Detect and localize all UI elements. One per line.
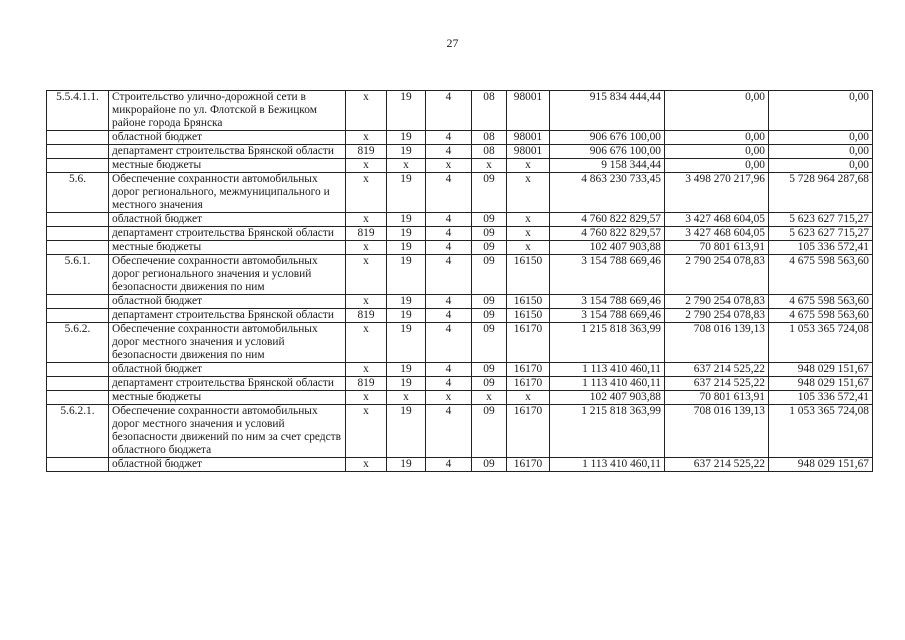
amount-year-3: 4 675 598 563,60 bbox=[769, 309, 873, 323]
table-row bbox=[47, 323, 873, 363]
item-name: департамент строительства Брянской области bbox=[109, 145, 346, 159]
amount-year-2: 70 801 613,91 bbox=[665, 241, 769, 255]
code-activity: 09 bbox=[472, 227, 507, 241]
table-row bbox=[47, 241, 873, 255]
item-name: Строительство улично-дорожной сети в микрорайоне по ул. Флотской в Бежицком районе города Брянска bbox=[109, 91, 346, 131]
amount-year-2: 0,00 bbox=[665, 131, 769, 145]
code-subprogram: 4 bbox=[426, 363, 472, 377]
code-subprogram: 4 bbox=[426, 173, 472, 213]
code-grbs: 819 bbox=[346, 227, 387, 241]
amount-year-2: 2 790 254 078,83 bbox=[665, 255, 769, 295]
item-number bbox=[47, 227, 109, 241]
code-direction: 16150 bbox=[507, 295, 550, 309]
table-row bbox=[47, 295, 873, 309]
item-number bbox=[47, 377, 109, 391]
code-subprogram: 4 bbox=[426, 131, 472, 145]
code-subprogram: 4 bbox=[426, 145, 472, 159]
table-row bbox=[47, 227, 873, 241]
code-program: 19 bbox=[387, 91, 426, 131]
amount-year-1: 3 154 788 669,46 bbox=[550, 309, 665, 323]
code-direction: 98001 bbox=[507, 91, 550, 131]
code-activity: 09 bbox=[472, 241, 507, 255]
amount-year-2: 3 427 468 604,05 bbox=[665, 213, 769, 227]
table-row bbox=[47, 458, 873, 472]
code-subprogram: 4 bbox=[426, 323, 472, 363]
table-row bbox=[47, 377, 873, 391]
code-grbs: 819 bbox=[346, 309, 387, 323]
code-activity: 08 bbox=[472, 91, 507, 131]
amount-year-1: 4 760 822 829,57 bbox=[550, 227, 665, 241]
code-activity: 09 bbox=[472, 295, 507, 309]
amount-year-2: 0,00 bbox=[665, 145, 769, 159]
amount-year-1: 915 834 444,44 bbox=[550, 91, 665, 131]
code-program: 19 bbox=[387, 131, 426, 145]
code-program: 19 bbox=[387, 458, 426, 472]
amount-year-2: 637 214 525,22 bbox=[665, 363, 769, 377]
code-program: 19 bbox=[387, 227, 426, 241]
code-activity: 09 bbox=[472, 405, 507, 458]
code-program: х bbox=[387, 159, 426, 173]
code-direction: 16170 bbox=[507, 405, 550, 458]
code-subprogram: х bbox=[426, 159, 472, 173]
item-number bbox=[47, 309, 109, 323]
budget-table bbox=[46, 90, 873, 472]
code-direction: 16150 bbox=[507, 309, 550, 323]
item-name: департамент строительства Брянской области bbox=[109, 377, 346, 391]
code-activity: 09 bbox=[472, 255, 507, 295]
code-subprogram: 4 bbox=[426, 227, 472, 241]
amount-year-3: 0,00 bbox=[769, 159, 873, 173]
code-activity: 08 bbox=[472, 131, 507, 145]
amount-year-1: 4 863 230 733,45 bbox=[550, 173, 665, 213]
amount-year-2: 708 016 139,13 bbox=[665, 405, 769, 458]
amount-year-2: 2 790 254 078,83 bbox=[665, 309, 769, 323]
amount-year-3: 5 728 964 287,68 bbox=[769, 173, 873, 213]
code-program: 19 bbox=[387, 309, 426, 323]
item-name: Обеспечение сохранности автомобильных дорог регионального значения и условий безопасности движения по ним bbox=[109, 255, 346, 295]
code-direction: 16170 bbox=[507, 323, 550, 363]
amount-year-3: 1 053 365 724,08 bbox=[769, 323, 873, 363]
code-direction: х bbox=[507, 173, 550, 213]
table-row bbox=[47, 159, 873, 173]
item-number bbox=[47, 295, 109, 309]
item-number bbox=[47, 363, 109, 377]
table-row bbox=[47, 91, 873, 131]
item-number bbox=[47, 145, 109, 159]
item-name: областной бюджет bbox=[109, 131, 346, 145]
item-name: областной бюджет bbox=[109, 458, 346, 472]
code-subprogram: 4 bbox=[426, 295, 472, 309]
amount-year-3: 0,00 bbox=[769, 131, 873, 145]
code-direction: х bbox=[507, 227, 550, 241]
item-name: Обеспечение сохранности автомобильных дорог местного значения и условий безопасности движений по ним за счет средств областного бюджета bbox=[109, 405, 346, 458]
table-row bbox=[47, 363, 873, 377]
code-direction: 98001 bbox=[507, 131, 550, 145]
code-grbs: х bbox=[346, 405, 387, 458]
item-number: 5.6. bbox=[47, 173, 109, 213]
table-row bbox=[47, 131, 873, 145]
code-program: 19 bbox=[387, 241, 426, 255]
code-program: 19 bbox=[387, 363, 426, 377]
amount-year-2: 708 016 139,13 bbox=[665, 323, 769, 363]
amount-year-1: 102 407 903,88 bbox=[550, 391, 665, 405]
code-activity: 09 bbox=[472, 173, 507, 213]
amount-year-3: 105 336 572,41 bbox=[769, 391, 873, 405]
amount-year-2: 3 427 468 604,05 bbox=[665, 227, 769, 241]
code-subprogram: 4 bbox=[426, 405, 472, 458]
amount-year-2: 2 790 254 078,83 bbox=[665, 295, 769, 309]
amount-year-2: 0,00 bbox=[665, 91, 769, 131]
amount-year-3: 5 623 627 715,27 bbox=[769, 227, 873, 241]
table-row bbox=[47, 213, 873, 227]
code-activity: 09 bbox=[472, 363, 507, 377]
amount-year-1: 906 676 100,00 bbox=[550, 131, 665, 145]
amount-year-3: 948 029 151,67 bbox=[769, 363, 873, 377]
code-subprogram: 4 bbox=[426, 255, 472, 295]
item-name: местные бюджеты bbox=[109, 241, 346, 255]
amount-year-3: 4 675 598 563,60 bbox=[769, 295, 873, 309]
item-number bbox=[47, 458, 109, 472]
amount-year-3: 0,00 bbox=[769, 91, 873, 131]
code-activity: х bbox=[472, 391, 507, 405]
code-grbs: х bbox=[346, 295, 387, 309]
code-activity: 09 bbox=[472, 213, 507, 227]
code-program: 19 bbox=[387, 405, 426, 458]
amount-year-1: 1 215 818 363,99 bbox=[550, 323, 665, 363]
amount-year-2: 3 498 270 217,96 bbox=[665, 173, 769, 213]
code-program: 19 bbox=[387, 377, 426, 391]
code-grbs: х bbox=[346, 213, 387, 227]
code-program: 19 bbox=[387, 213, 426, 227]
code-program: 19 bbox=[387, 295, 426, 309]
amount-year-1: 1 113 410 460,11 bbox=[550, 458, 665, 472]
amount-year-3: 5 623 627 715,27 bbox=[769, 213, 873, 227]
code-direction: 16170 bbox=[507, 363, 550, 377]
code-direction: 16150 bbox=[507, 255, 550, 295]
amount-year-1: 1 113 410 460,11 bbox=[550, 363, 665, 377]
table-row bbox=[47, 309, 873, 323]
code-grbs: х bbox=[346, 131, 387, 145]
code-grbs: х bbox=[346, 391, 387, 405]
code-grbs: 819 bbox=[346, 145, 387, 159]
amount-year-1: 4 760 822 829,57 bbox=[550, 213, 665, 227]
amount-year-1: 1 113 410 460,11 bbox=[550, 377, 665, 391]
code-activity: 09 bbox=[472, 323, 507, 363]
code-program: х bbox=[387, 391, 426, 405]
amount-year-2: 0,00 bbox=[665, 159, 769, 173]
item-name: местные бюджеты bbox=[109, 159, 346, 173]
code-program: 19 bbox=[387, 173, 426, 213]
item-name: местные бюджеты bbox=[109, 391, 346, 405]
table-row bbox=[47, 255, 873, 295]
amount-year-1: 3 154 788 669,46 bbox=[550, 255, 665, 295]
item-number bbox=[47, 159, 109, 173]
item-name: Обеспечение сохранности автомобильных дорог регионального, межмуниципального и местного значения bbox=[109, 173, 346, 213]
code-direction: х bbox=[507, 241, 550, 255]
amount-year-2: 637 214 525,22 bbox=[665, 458, 769, 472]
code-subprogram: х bbox=[426, 391, 472, 405]
amount-year-1: 1 215 818 363,99 bbox=[550, 405, 665, 458]
item-number bbox=[47, 131, 109, 145]
amount-year-1: 9 158 344,44 bbox=[550, 159, 665, 173]
code-subprogram: 4 bbox=[426, 377, 472, 391]
amount-year-3: 1 053 365 724,08 bbox=[769, 405, 873, 458]
amount-year-3: 948 029 151,67 bbox=[769, 458, 873, 472]
amount-year-3: 4 675 598 563,60 bbox=[769, 255, 873, 295]
item-name: областной бюджет bbox=[109, 363, 346, 377]
code-direction: 98001 bbox=[507, 145, 550, 159]
code-grbs: 819 bbox=[346, 377, 387, 391]
item-name: департамент строительства Брянской области bbox=[109, 227, 346, 241]
code-activity: 09 bbox=[472, 458, 507, 472]
code-direction: х bbox=[507, 213, 550, 227]
code-grbs: х bbox=[346, 363, 387, 377]
code-program: 19 bbox=[387, 323, 426, 363]
page-number: 27 bbox=[446, 36, 459, 50]
code-direction: 16170 bbox=[507, 458, 550, 472]
item-name: департамент строительства Брянской области bbox=[109, 309, 346, 323]
code-grbs: х bbox=[346, 91, 387, 131]
code-subprogram: 4 bbox=[426, 309, 472, 323]
amount-year-1: 102 407 903,88 bbox=[550, 241, 665, 255]
code-activity: 09 bbox=[472, 377, 507, 391]
amount-year-3: 0,00 bbox=[769, 145, 873, 159]
code-subprogram: 4 bbox=[426, 241, 472, 255]
item-number bbox=[47, 391, 109, 405]
item-number bbox=[47, 213, 109, 227]
table-row bbox=[47, 145, 873, 159]
table-body bbox=[47, 91, 873, 472]
code-activity: х bbox=[472, 159, 507, 173]
code-grbs: х bbox=[346, 159, 387, 173]
amount-year-2: 637 214 525,22 bbox=[665, 377, 769, 391]
table-row bbox=[47, 405, 873, 458]
code-direction: 16170 bbox=[507, 377, 550, 391]
item-number: 5.5.4.1.1. bbox=[47, 91, 109, 131]
table-row bbox=[47, 173, 873, 213]
code-program: 19 bbox=[387, 255, 426, 295]
amount-year-1: 3 154 788 669,46 bbox=[550, 295, 665, 309]
code-activity: 09 bbox=[472, 309, 507, 323]
item-name: областной бюджет bbox=[109, 213, 346, 227]
code-subprogram: 4 bbox=[426, 213, 472, 227]
amount-year-2: 70 801 613,91 bbox=[665, 391, 769, 405]
code-grbs: х bbox=[346, 241, 387, 255]
item-number: 5.6.2. bbox=[47, 323, 109, 363]
amount-year-3: 105 336 572,41 bbox=[769, 241, 873, 255]
table-row bbox=[47, 391, 873, 405]
code-direction: х bbox=[507, 391, 550, 405]
item-name: Обеспечение сохранности автомобильных дорог местного значения и условий безопасности движения по ним bbox=[109, 323, 346, 363]
item-number: 5.6.2.1. bbox=[47, 405, 109, 458]
code-grbs: х bbox=[346, 173, 387, 213]
item-number bbox=[47, 241, 109, 255]
item-number: 5.6.1. bbox=[47, 255, 109, 295]
code-grbs: х bbox=[346, 323, 387, 363]
code-grbs: х bbox=[346, 458, 387, 472]
code-program: 19 bbox=[387, 145, 426, 159]
item-name: областной бюджет bbox=[109, 295, 346, 309]
amount-year-3: 948 029 151,67 bbox=[769, 377, 873, 391]
amount-year-1: 906 676 100,00 bbox=[550, 145, 665, 159]
code-subprogram: 4 bbox=[426, 458, 472, 472]
code-grbs: х bbox=[346, 255, 387, 295]
code-direction: х bbox=[507, 159, 550, 173]
code-activity: 08 bbox=[472, 145, 507, 159]
code-subprogram: 4 bbox=[426, 91, 472, 131]
